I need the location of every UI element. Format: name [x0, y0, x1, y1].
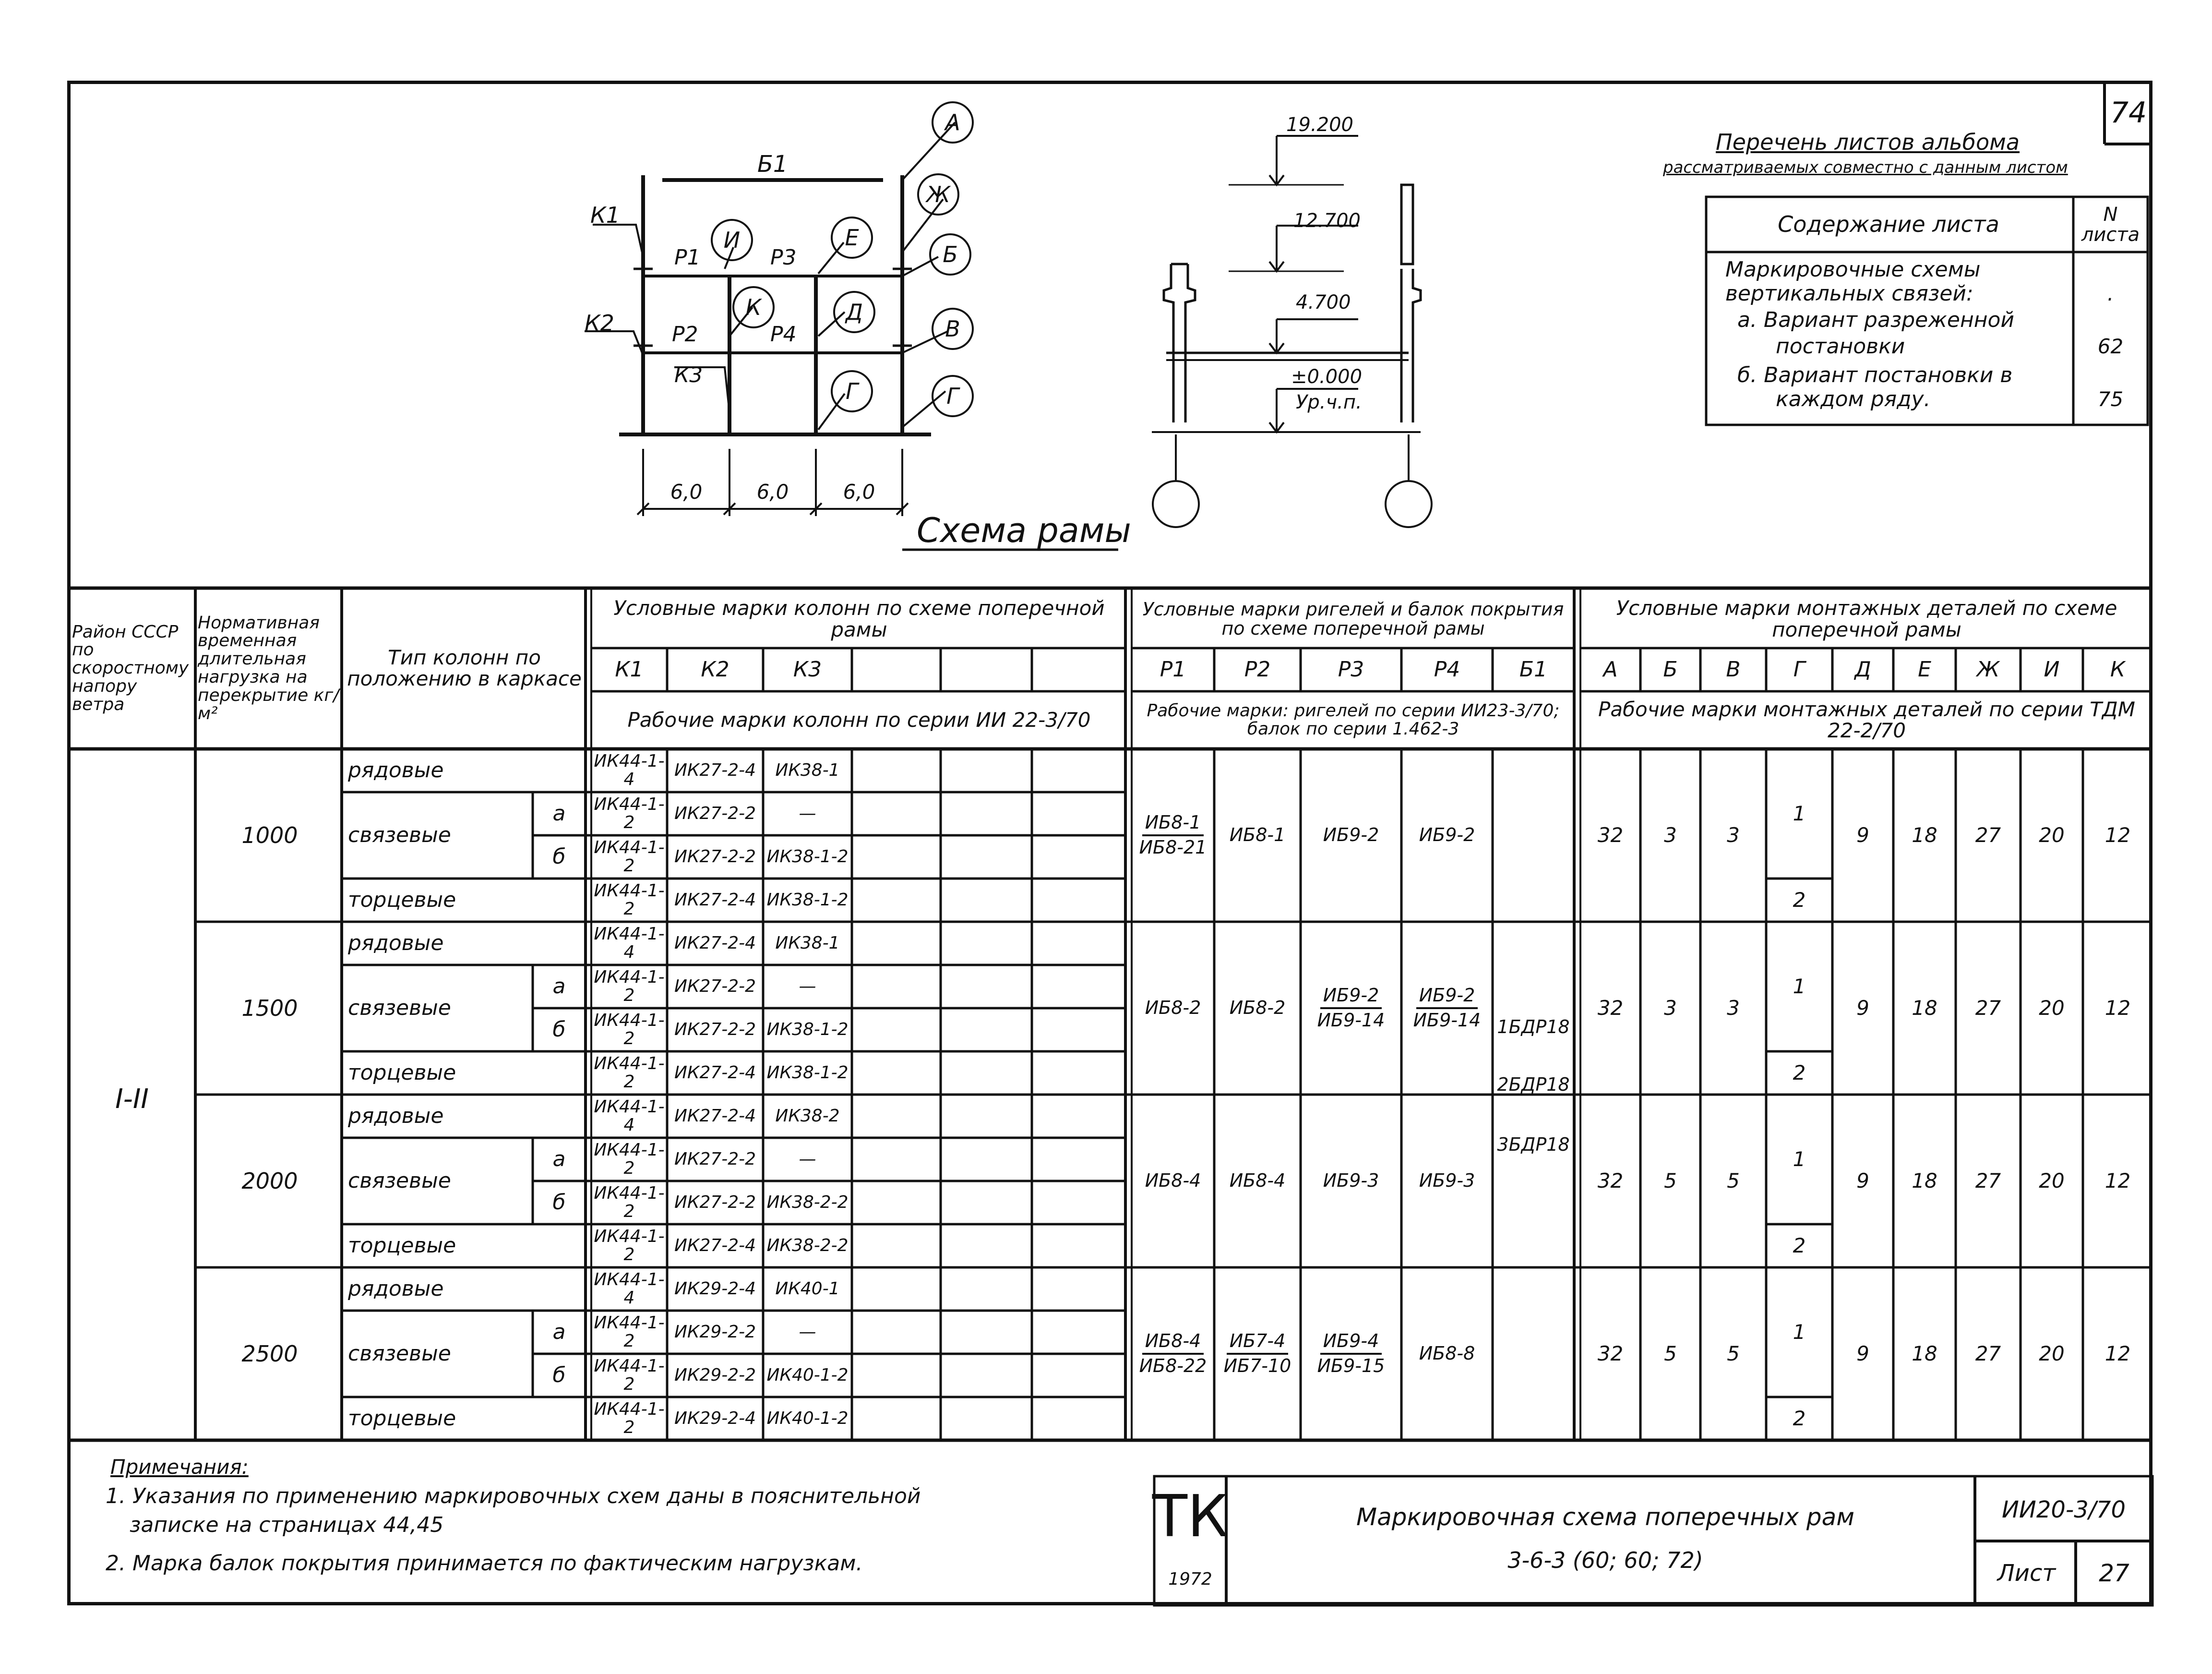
detail-g-extra: 2: [1793, 1060, 1806, 1084]
column-work-mark: ИК27-2-2: [674, 976, 756, 997]
detail-work-mark: 12: [2104, 1168, 2131, 1192]
beam-work-mark: [1214, 1267, 1301, 1440]
beam-work-mark: ИБ9-2: [1419, 824, 1475, 846]
type-row: рядовые: [348, 1103, 444, 1128]
column-work-mark: ИК38-1-2: [766, 847, 849, 867]
hdr-det-work: Рабочие марки монтажных деталей по серии ТДМ 22-2/70: [1598, 697, 2135, 742]
column-work-mark: ИК44-1-4: [594, 924, 665, 962]
fraction-numerator: ИБ8-1: [1142, 813, 1204, 836]
load-value: 2500: [241, 1340, 298, 1367]
detail-work-mark: 18: [1912, 1168, 1937, 1192]
album-item-text: каждом ряду.: [1776, 387, 1931, 411]
beam-sub-2: Р3: [1338, 657, 1364, 682]
fraction-numerator: ИБ9-4: [1320, 1332, 1382, 1355]
detail-work-mark: 1: [1793, 801, 1806, 825]
detail-g-extra: 2: [1793, 1406, 1806, 1430]
detail-work-mark: 32: [1597, 1168, 1624, 1192]
det-sub-5: Е: [1918, 657, 1931, 682]
fraction-numerator: ИБ9-2: [1320, 986, 1382, 1009]
sheet-number: 27: [2099, 1559, 2129, 1588]
column-work-mark: —: [799, 1149, 816, 1169]
column-work-mark: ИК44-1-2: [594, 1054, 665, 1092]
load-value: 2000: [241, 1168, 298, 1194]
col-sub-5: [1032, 649, 1125, 690]
beam-work-mark: [1401, 922, 1493, 1095]
type-tie: связевые: [348, 995, 451, 1020]
column-work-mark: ИК44-1-4: [594, 1097, 665, 1135]
column-work-mark: ИК27-2-2: [674, 1149, 756, 1169]
column-work-mark: ИК40-1-2: [766, 1365, 849, 1385]
mark-k1: К1: [590, 202, 620, 228]
detail-work-mark: 12: [2104, 996, 2131, 1020]
album-item-number: .: [2107, 282, 2114, 306]
column-work-mark: ИК38-1-2: [766, 1020, 849, 1040]
beam-work-mark: ИБ9-3: [1323, 1170, 1379, 1192]
column-work-mark: ИК27-2-2: [674, 847, 756, 867]
column-work-mark: ИК40-1: [775, 1279, 840, 1299]
detail-work-mark: 18: [1912, 823, 1937, 847]
column-work-mark: ИК44-1-2: [594, 1313, 665, 1351]
notes-title: Примечания:: [110, 1455, 249, 1479]
type-end: торцевые: [348, 1060, 456, 1085]
level-12700: 12.700: [1293, 210, 1361, 232]
column-work-mark: ИК27-2-4: [674, 1063, 756, 1083]
album-col-number: N листа: [2081, 203, 2140, 246]
subvariant-a: а: [552, 1146, 566, 1171]
detail-work-mark: 12: [2104, 1341, 2131, 1365]
b1-work-1: 1БДР18: [1497, 1016, 1570, 1038]
column-work-mark: ИК27-2-4: [674, 890, 756, 910]
det-sub-1: Б: [1663, 657, 1678, 682]
type-row: рядовые: [348, 1276, 444, 1301]
type-tie: связевые: [348, 1341, 451, 1366]
sheet-subtitle: 3-6-3 (60; 60; 72): [1507, 1547, 1703, 1573]
col-sub-4: [941, 649, 1032, 690]
detail-work-mark: 12: [2104, 823, 2131, 847]
sheet-title: Маркировочная схема поперечных рам: [1356, 1503, 1855, 1531]
fraction-denominator: ИБ7-10: [1223, 1355, 1291, 1376]
beam-sub-0: Р1: [1160, 657, 1186, 682]
note-1-cont: записке на страницах 44,45: [130, 1513, 444, 1537]
beam-work-mark: ИБ8-2: [1145, 997, 1201, 1019]
axis-mark-label: В: [945, 315, 960, 342]
column-work-mark: ИК44-1-4: [594, 1270, 665, 1308]
detail-work-mark: 20: [2039, 1341, 2065, 1365]
beam-work-mark: ИБ9-3: [1419, 1170, 1475, 1192]
detail-g-extra: 2: [1793, 1233, 1806, 1257]
det-sub-3: Г: [1793, 657, 1805, 682]
axis-mark-label: К: [745, 294, 762, 320]
type-end: торцевые: [348, 887, 456, 912]
column-work-mark: ИК27-2-4: [674, 1236, 756, 1256]
mark-p3: Р3: [770, 245, 797, 270]
det-sub-6: Ж: [1976, 657, 2000, 682]
beam-sub-3: Р4: [1434, 657, 1460, 682]
right-column-body: [1401, 269, 1421, 422]
sheet-label: Лист: [1997, 1560, 2056, 1587]
stamp-year: 1972: [1168, 1569, 1212, 1590]
column-work-mark: ИК44-1-2: [594, 1227, 665, 1265]
album-item-text: постановки: [1776, 334, 1905, 359]
region-value: I-II: [115, 1083, 149, 1115]
album-item-number: [2073, 307, 2148, 334]
column-work-mark: ИК29-2-4: [674, 1279, 756, 1299]
type-tie: связевые: [348, 1168, 451, 1193]
column-work-mark: ИК44-1-2: [594, 795, 665, 832]
album-item-number: [2073, 257, 2148, 283]
level-floor: Ур.ч.п.: [1296, 391, 1362, 413]
beam-work-mark: ИБ8-1: [1229, 824, 1286, 846]
column-work-mark: ИК38-1: [775, 933, 840, 953]
hdr-coltype: Тип колонн по положению в каркасе: [347, 645, 582, 690]
fraction-numerator: ИБ9-2: [1416, 986, 1478, 1009]
column-work-mark: ИК44-1-2: [594, 881, 665, 919]
mark-b1: Б1: [757, 151, 788, 178]
axis-mark-label: И: [723, 227, 741, 253]
hdr-load: Нормативная временная длительная нагрузка на перекрытие кг/м²: [198, 613, 339, 723]
mark-k3: К3: [674, 363, 703, 387]
column-work-mark: ИК27-2-4: [674, 1106, 756, 1126]
detail-work-mark: 20: [2039, 823, 2065, 847]
hdr-col-marks: Условные марки колонн по схеме поперечной рамы: [613, 596, 1105, 641]
detail-work-mark: 32: [1597, 823, 1624, 847]
column-work-mark: ИК44-1-2: [594, 1140, 665, 1178]
fraction-denominator: ИБ8-21: [1139, 837, 1207, 858]
column-work-mark: —: [799, 976, 816, 997]
column-work-mark: ИК38-1: [775, 760, 840, 781]
detail-work-mark: 9: [1856, 996, 1869, 1020]
hdr-col-work: Рабочие марки колонн по серии ИИ 22-3/70: [627, 708, 1091, 732]
subvariant-b: б: [552, 1017, 566, 1042]
b1-work-3: 3БДР18: [1497, 1134, 1570, 1156]
fraction-denominator: ИБ9-14: [1413, 1010, 1481, 1031]
detail-g-extra: 2: [1793, 888, 1806, 912]
corner-number: 74: [2110, 96, 2147, 130]
column-work-mark: ИК44-1-4: [594, 751, 665, 789]
fraction-denominator: ИБ9-15: [1317, 1355, 1385, 1376]
beam-work-mark: ИБ8-2: [1229, 997, 1286, 1019]
det-sub-0: А: [1603, 657, 1618, 682]
album-item-text: Маркировочные схемы: [1725, 257, 1981, 282]
axis-mark-label: Д: [846, 299, 863, 325]
column-work-mark: ИК38-2-2: [766, 1192, 849, 1213]
detail-work-mark: 1: [1793, 974, 1806, 998]
column-work-mark: —: [799, 1322, 816, 1342]
beam-sub-4: Б1: [1519, 657, 1548, 682]
foundation-left: [1153, 481, 1199, 527]
subvariant-b: б: [552, 1362, 566, 1387]
column-work-mark: ИК38-2: [775, 1106, 840, 1126]
leader-k1: [593, 225, 643, 257]
column-work-mark: ИК29-2-2: [674, 1322, 756, 1342]
col-sub-2: К3: [793, 657, 822, 682]
beam-work-mark: [1132, 749, 1214, 922]
column-work-mark: ИК38-1-2: [766, 1063, 849, 1083]
level-4700: 4.700: [1296, 291, 1351, 313]
beam-work-mark: ИБ8-4: [1145, 1170, 1201, 1192]
detail-work-mark: 3: [1664, 823, 1677, 847]
axis-mark-label: Г: [846, 378, 858, 404]
col-sub-3: [852, 649, 941, 690]
beam-work-mark: ИБ8-4: [1229, 1170, 1286, 1192]
axis-mark-label: А: [945, 109, 960, 135]
level-0000: ±0.000: [1291, 366, 1363, 388]
subvariant-a: а: [552, 974, 566, 999]
column-work-mark: ИК29-2-4: [674, 1409, 756, 1429]
column-work-mark: —: [799, 804, 816, 824]
left-column-body: [1164, 264, 1195, 422]
hdr-det-marks: Условные марки монтажных деталей по схеме поперечной рамы: [1616, 596, 2117, 641]
axis-mark-label: Е: [845, 224, 859, 251]
subvariant-a: а: [552, 1319, 566, 1344]
hdr-beam-marks: Условные марки ригелей и балок покрытия по схеме поперечной рамы: [1142, 598, 1564, 639]
fraction-numerator: ИБ8-4: [1142, 1332, 1204, 1355]
type-tie: связевые: [348, 822, 451, 847]
column-work-mark: ИК44-1-2: [594, 1183, 665, 1221]
detail-work-mark: 5: [1727, 1168, 1740, 1192]
detail-work-mark: 18: [1912, 1341, 1937, 1365]
axis-mark-label: Ж: [926, 181, 950, 207]
detail-work-mark: 32: [1597, 996, 1624, 1020]
column-work-mark: ИК38-2-2: [766, 1236, 849, 1256]
detail-work-mark: 5: [1664, 1168, 1677, 1192]
axis-mark-label: Г: [946, 383, 959, 409]
column-work-mark: ИК44-1-2: [594, 1399, 665, 1437]
type-row: рядовые: [348, 930, 444, 955]
subvariant-b: б: [552, 844, 566, 869]
beam-work-mark: [1301, 1267, 1401, 1440]
note-2: 2. Марка балок покрытия принимается по фактическим нагрузкам.: [106, 1551, 863, 1576]
column-work-mark: ИК27-2-2: [674, 1020, 756, 1040]
column-work-mark: ИК44-1-2: [594, 967, 665, 1005]
album-item-text: вертикальных связей:: [1725, 281, 1973, 306]
detail-work-mark: 27: [1975, 996, 2001, 1020]
det-sub-2: В: [1726, 657, 1741, 682]
detail-work-mark: 32: [1597, 1341, 1624, 1365]
detail-work-mark: 27: [1975, 823, 2001, 847]
load-value: 1500: [241, 995, 298, 1021]
detail-work-mark: 20: [2039, 996, 2065, 1020]
column-work-mark: ИК27-2-4: [674, 933, 756, 953]
mark-k2: К2: [585, 310, 614, 336]
detail-work-mark: 9: [1856, 1341, 1869, 1365]
upper-column: [1401, 185, 1413, 264]
fraction-denominator: ИБ8-22: [1139, 1355, 1207, 1376]
detail-work-mark: 18: [1912, 996, 1937, 1020]
detail-work-mark: 3: [1664, 996, 1677, 1020]
column-work-mark: ИК44-1-2: [594, 1011, 665, 1048]
detail-work-mark: 27: [1975, 1168, 2001, 1192]
beam-work-mark: [1301, 922, 1401, 1095]
col-sub-0: К1: [615, 657, 644, 682]
album-item-number: [2073, 362, 2148, 389]
fraction-numerator: ИБ7-4: [1227, 1332, 1289, 1355]
detail-work-mark: 1: [1793, 1147, 1806, 1171]
beam-work-mark: [1132, 1267, 1214, 1440]
mark-p4: Р4: [770, 322, 797, 347]
load-value: 1000: [241, 822, 298, 848]
column-work-mark: ИК29-2-2: [674, 1365, 756, 1385]
column-work-mark: ИК27-2-2: [674, 804, 756, 824]
level-19200: 19.200: [1286, 114, 1353, 136]
subvariant-a: а: [552, 801, 566, 826]
foundation-right: [1386, 481, 1432, 527]
album-col-content: Содержание листа: [1778, 211, 1999, 238]
album-item-text: б. Вариант постановки в: [1737, 363, 2013, 387]
beam-work-mark: ИБ8-8: [1419, 1343, 1475, 1364]
detail-work-mark: 9: [1856, 823, 1869, 847]
fraction-denominator: ИБ9-14: [1317, 1010, 1385, 1031]
hdr-beam-work: Рабочие марки: ригелей по серии ИИ23-3/70; балок по серии 1.462-3: [1147, 701, 1560, 739]
stamp-tk: ТК: [1152, 1483, 1229, 1550]
detail-work-mark: 20: [2039, 1168, 2065, 1192]
column-work-mark: ИК44-1-2: [594, 1356, 665, 1394]
type-row: рядовые: [348, 758, 444, 783]
scheme-caption: Схема рамы: [917, 511, 1131, 550]
column-work-mark: ИК27-2-4: [674, 760, 756, 781]
subvariant-b: б: [552, 1190, 566, 1215]
col-sub-1: К2: [701, 657, 729, 682]
album-item-number: 62: [2097, 335, 2124, 359]
note-1: 1. Указания по применению маркировочных схем даны в пояснительной: [106, 1484, 921, 1508]
column-work-mark: ИК38-1-2: [766, 890, 849, 910]
span-dim-1: 6,0: [670, 480, 703, 504]
span-dim-3: 6,0: [843, 480, 875, 504]
column-work-mark: ИК44-1-2: [594, 838, 665, 876]
type-end: торцевые: [348, 1233, 456, 1258]
det-sub-4: Д: [1854, 657, 1871, 682]
hdr-region: Район СССР по скоростному напору ветра: [72, 622, 189, 714]
beam-work-mark: ИБ9-2: [1323, 824, 1379, 846]
detail-work-mark: 3: [1727, 823, 1740, 847]
b1-work-2: 2БДР18: [1497, 1074, 1570, 1096]
mark-p2: Р2: [672, 322, 698, 347]
detail-work-mark: 5: [1727, 1341, 1740, 1365]
beam-sub-1: Р2: [1244, 657, 1271, 682]
detail-work-mark: 27: [1975, 1341, 2001, 1365]
column-work-mark: ИК40-1-2: [766, 1409, 849, 1429]
series-code: ИИ20-3/70: [2002, 1496, 2126, 1523]
album-list-title: Перечень листов альбома: [1716, 129, 2020, 155]
detail-work-mark: 9: [1856, 1168, 1869, 1192]
span-dim-2: 6,0: [756, 480, 789, 504]
detail-work-mark: 1: [1793, 1320, 1806, 1344]
album-item-number: 75: [2097, 387, 2124, 411]
type-end: торцевые: [348, 1406, 456, 1431]
detail-work-mark: 3: [1727, 996, 1740, 1020]
axis-mark-label: Б: [943, 241, 958, 267]
mark-p1: Р1: [674, 245, 701, 270]
column-work-mark: ИК27-2-2: [674, 1192, 756, 1213]
album-item-text: а. Вариант разреженной: [1737, 308, 2015, 332]
detail-work-mark: 5: [1664, 1341, 1677, 1365]
album-list-subtitle: рассматриваемых совместно с данным листом: [1663, 158, 2068, 177]
det-sub-8: К: [2110, 657, 2126, 682]
det-sub-7: И: [2044, 657, 2060, 682]
